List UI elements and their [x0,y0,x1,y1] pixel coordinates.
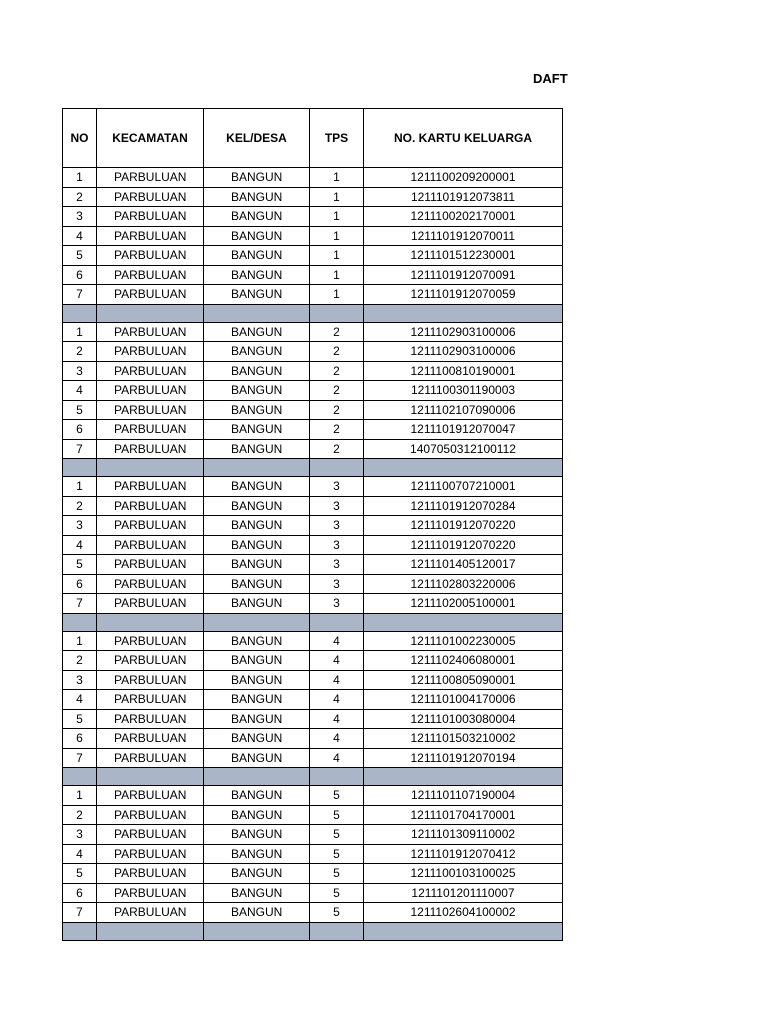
cell-kel-desa: BANGUN [204,864,310,884]
cell-no: 3 [63,670,97,690]
separator-cell [63,768,97,786]
column-header-kartu-keluarga: NO. KARTU KELUARGA [364,109,563,168]
cell-tps: 2 [310,322,364,342]
cell-kartu-keluarga: 1211100209200001 [364,168,563,188]
table-row [63,516,563,536]
table-row [63,420,563,440]
cell-tps: 4 [310,670,364,690]
cell-kel-desa: BANGUN [204,709,310,729]
cell-kecamatan: PARBULUAN [97,226,204,246]
cell-tps: 4 [310,690,364,710]
table-body [63,168,563,941]
table-row [63,729,563,749]
table-row [63,825,563,845]
cell-tps: 5 [310,883,364,903]
cell-tps: 1 [310,207,364,227]
separator-cell [97,922,204,940]
cell-kel-desa: BANGUN [204,342,310,362]
separator-cell [364,922,563,940]
cell-tps: 1 [310,246,364,266]
cell-tps: 3 [310,496,364,516]
separator-cell [204,922,310,940]
table-row [63,207,563,227]
group-separator-row [63,304,563,322]
cell-tps: 1 [310,265,364,285]
cell-tps: 1 [310,285,364,305]
cell-no: 6 [63,265,97,285]
cell-tps: 3 [310,535,364,555]
group-separator-row [63,768,563,786]
cell-tps: 1 [310,226,364,246]
cell-tps: 2 [310,381,364,401]
separator-cell [97,613,204,631]
cell-kartu-keluarga: 1211102803220006 [364,574,563,594]
cell-kartu-keluarga: 1211101912070220 [364,535,563,555]
cell-no: 5 [63,246,97,266]
table-row [63,322,563,342]
cell-tps: 5 [310,786,364,806]
cell-no: 3 [63,207,97,227]
table-row [63,844,563,864]
table-row [63,285,563,305]
cell-no: 1 [63,786,97,806]
cell-kel-desa: BANGUN [204,361,310,381]
cell-no: 2 [63,342,97,362]
cell-kecamatan: PARBULUAN [97,535,204,555]
cell-no: 3 [63,516,97,536]
cell-kecamatan: PARBULUAN [97,400,204,420]
separator-cell [204,459,310,477]
cell-no: 2 [63,805,97,825]
separator-cell [364,768,563,786]
cell-kecamatan: PARBULUAN [97,322,204,342]
cell-kel-desa: BANGUN [204,516,310,536]
cell-kecamatan: PARBULUAN [97,729,204,749]
cell-tps: 3 [310,594,364,614]
cell-kel-desa: BANGUN [204,420,310,440]
cell-kel-desa: BANGUN [204,265,310,285]
cell-no: 7 [63,748,97,768]
cell-kartu-keluarga: 1211100103100025 [364,864,563,884]
cell-kecamatan: PARBULUAN [97,574,204,594]
cell-tps: 4 [310,631,364,651]
cell-kecamatan: PARBULUAN [97,342,204,362]
cell-kel-desa: BANGUN [204,651,310,671]
cell-kel-desa: BANGUN [204,555,310,575]
cell-kartu-keluarga: 1211101912070059 [364,285,563,305]
cell-kartu-keluarga: 1211102604100002 [364,903,563,923]
cell-kartu-keluarga: 1211101003080004 [364,709,563,729]
cell-kel-desa: BANGUN [204,748,310,768]
cell-kecamatan: PARBULUAN [97,805,204,825]
cell-kecamatan: PARBULUAN [97,420,204,440]
table-row [63,342,563,362]
cell-kartu-keluarga: 1211100301190003 [364,381,563,401]
cell-kel-desa: BANGUN [204,168,310,188]
separator-cell [63,613,97,631]
cell-kel-desa: BANGUN [204,883,310,903]
cell-kecamatan: PARBULUAN [97,690,204,710]
group-separator-row [63,613,563,631]
cell-kartu-keluarga: 1211101512230001 [364,246,563,266]
table-row [63,535,563,555]
cell-tps: 5 [310,903,364,923]
cell-tps: 2 [310,439,364,459]
cell-kecamatan: PARBULUAN [97,477,204,497]
separator-cell [97,768,204,786]
cell-tps: 3 [310,574,364,594]
cell-no: 6 [63,574,97,594]
cell-no: 2 [63,187,97,207]
cell-kartu-keluarga: 1407050312100112 [364,439,563,459]
cell-kel-desa: BANGUN [204,903,310,923]
cell-kel-desa: BANGUN [204,825,310,845]
cell-kartu-keluarga: 1211101309110002 [364,825,563,845]
cell-no: 3 [63,825,97,845]
table-row [63,496,563,516]
cell-kartu-keluarga: 1211101704170001 [364,805,563,825]
cell-kartu-keluarga: 1211100805090001 [364,670,563,690]
table-row [63,246,563,266]
cell-kecamatan: PARBULUAN [97,594,204,614]
cell-kartu-keluarga: 1211102406080001 [364,651,563,671]
cell-kartu-keluarga: 1211102903100006 [364,342,563,362]
cell-kel-desa: BANGUN [204,690,310,710]
cell-tps: 3 [310,516,364,536]
cell-tps: 5 [310,864,364,884]
cell-kartu-keluarga: 1211101912070412 [364,844,563,864]
group-separator-row [63,922,563,940]
cell-kartu-keluarga: 1211101912070194 [364,748,563,768]
table-row [63,903,563,923]
table-row [63,555,563,575]
cell-kartu-keluarga: 1211101912070011 [364,226,563,246]
cell-kel-desa: BANGUN [204,381,310,401]
cell-tps: 4 [310,709,364,729]
cell-kel-desa: BANGUN [204,226,310,246]
separator-cell [310,304,364,322]
cell-kecamatan: PARBULUAN [97,361,204,381]
cell-tps: 5 [310,844,364,864]
separator-cell [204,613,310,631]
cell-no: 7 [63,285,97,305]
cell-kel-desa: BANGUN [204,246,310,266]
cell-no: 5 [63,864,97,884]
column-header-tps: TPS [310,109,364,168]
table-row [63,381,563,401]
cell-no: 6 [63,883,97,903]
cell-kecamatan: PARBULUAN [97,670,204,690]
cell-no: 7 [63,594,97,614]
cell-kecamatan: PARBULUAN [97,207,204,227]
cell-kartu-keluarga: 1211101912070091 [364,265,563,285]
cell-kartu-keluarga: 1211101912070220 [364,516,563,536]
cell-kel-desa: BANGUN [204,535,310,555]
cell-kartu-keluarga: 1211101004170006 [364,690,563,710]
group-separator-row [63,459,563,477]
cell-kartu-keluarga: 1211102107090006 [364,400,563,420]
separator-cell [97,459,204,477]
cell-kecamatan: PARBULUAN [97,844,204,864]
separator-cell [204,304,310,322]
cell-kel-desa: BANGUN [204,805,310,825]
cell-no: 7 [63,903,97,923]
cell-no: 2 [63,496,97,516]
cell-kecamatan: PARBULUAN [97,786,204,806]
cell-no: 7 [63,439,97,459]
table-row [63,168,563,188]
separator-cell [364,304,563,322]
cell-tps: 3 [310,477,364,497]
table-row [63,439,563,459]
table-row [63,805,563,825]
cell-tps: 1 [310,168,364,188]
cell-no: 3 [63,361,97,381]
cell-no: 4 [63,690,97,710]
cell-kecamatan: PARBULUAN [97,903,204,923]
separator-cell [63,304,97,322]
table-row [63,748,563,768]
cell-kel-desa: BANGUN [204,322,310,342]
separator-cell [310,459,364,477]
cell-kecamatan: PARBULUAN [97,748,204,768]
separator-cell [310,768,364,786]
cell-kecamatan: PARBULUAN [97,381,204,401]
separator-cell [63,922,97,940]
cell-tps: 5 [310,825,364,845]
cell-tps: 3 [310,555,364,575]
cell-kecamatan: PARBULUAN [97,516,204,536]
cell-kel-desa: BANGUN [204,187,310,207]
cell-tps: 1 [310,187,364,207]
cell-kartu-keluarga: 1211101201110007 [364,883,563,903]
column-header-kecamatan: KECAMATAN [97,109,204,168]
cell-kartu-keluarga: 1211101912070047 [364,420,563,440]
cell-no: 5 [63,400,97,420]
cell-no: 4 [63,535,97,555]
table-row [63,883,563,903]
table-row [63,670,563,690]
table-row [63,594,563,614]
table-row [63,265,563,285]
cell-kecamatan: PARBULUAN [97,631,204,651]
cell-kecamatan: PARBULUAN [97,187,204,207]
cell-kartu-keluarga: 1211102903100006 [364,322,563,342]
cell-kecamatan: PARBULUAN [97,496,204,516]
cell-tps: 2 [310,342,364,362]
cell-kel-desa: BANGUN [204,670,310,690]
cell-no: 4 [63,844,97,864]
cell-kel-desa: BANGUN [204,786,310,806]
cell-kartu-keluarga: 1211102005100001 [364,594,563,614]
cell-tps: 4 [310,651,364,671]
cell-kecamatan: PARBULUAN [97,439,204,459]
cell-kartu-keluarga: 1211101107190004 [364,786,563,806]
document-title: DAFT [533,71,568,86]
cell-kel-desa: BANGUN [204,400,310,420]
cell-no: 1 [63,168,97,188]
cell-kartu-keluarga: 1211101405120017 [364,555,563,575]
cell-no: 4 [63,381,97,401]
cell-kartu-keluarga: 1211100810190001 [364,361,563,381]
separator-cell [63,459,97,477]
cell-kecamatan: PARBULUAN [97,709,204,729]
cell-kel-desa: BANGUN [204,574,310,594]
cell-tps: 4 [310,748,364,768]
table-row [63,477,563,497]
cell-kecamatan: PARBULUAN [97,168,204,188]
cell-kel-desa: BANGUN [204,594,310,614]
separator-cell [310,922,364,940]
table-row [63,786,563,806]
cell-kartu-keluarga: 1211100707210001 [364,477,563,497]
cell-kel-desa: BANGUN [204,496,310,516]
cell-kecamatan: PARBULUAN [97,246,204,266]
cell-kartu-keluarga: 1211100202170001 [364,207,563,227]
separator-cell [204,768,310,786]
cell-no: 1 [63,631,97,651]
cell-no: 2 [63,651,97,671]
table-row [63,709,563,729]
cell-kecamatan: PARBULUAN [97,883,204,903]
cell-kartu-keluarga: 1211101912073811 [364,187,563,207]
cell-no: 1 [63,477,97,497]
cell-no: 5 [63,709,97,729]
cell-kartu-keluarga: 1211101912070284 [364,496,563,516]
table-row [63,690,563,710]
separator-cell [364,459,563,477]
voter-family-table [62,108,563,941]
cell-no: 5 [63,555,97,575]
table-row [63,574,563,594]
column-header-no: NO [63,109,97,168]
cell-no: 6 [63,420,97,440]
cell-kecamatan: PARBULUAN [97,825,204,845]
cell-tps: 2 [310,361,364,381]
cell-kartu-keluarga: 1211101503210002 [364,729,563,749]
cell-kel-desa: BANGUN [204,844,310,864]
cell-no: 1 [63,322,97,342]
separator-cell [364,613,563,631]
cell-kel-desa: BANGUN [204,729,310,749]
cell-kel-desa: BANGUN [204,477,310,497]
cell-kel-desa: BANGUN [204,631,310,651]
table-row [63,864,563,884]
table-row [63,187,563,207]
table-row [63,400,563,420]
table-row [63,651,563,671]
table-header-row [63,109,563,168]
cell-kecamatan: PARBULUAN [97,864,204,884]
cell-tps: 4 [310,729,364,749]
cell-no: 6 [63,729,97,749]
cell-kecamatan: PARBULUAN [97,555,204,575]
table-row [63,226,563,246]
cell-no: 4 [63,226,97,246]
table-row [63,361,563,381]
separator-cell [310,613,364,631]
cell-tps: 5 [310,805,364,825]
cell-kel-desa: BANGUN [204,439,310,459]
cell-kecamatan: PARBULUAN [97,285,204,305]
cell-tps: 2 [310,420,364,440]
table-row [63,631,563,651]
cell-kecamatan: PARBULUAN [97,265,204,285]
cell-kecamatan: PARBULUAN [97,651,204,671]
cell-kel-desa: BANGUN [204,285,310,305]
cell-kartu-keluarga: 1211101002230005 [364,631,563,651]
separator-cell [97,304,204,322]
cell-tps: 2 [310,400,364,420]
column-header-kel-desa: KEL/DESA [204,109,310,168]
cell-kel-desa: BANGUN [204,207,310,227]
